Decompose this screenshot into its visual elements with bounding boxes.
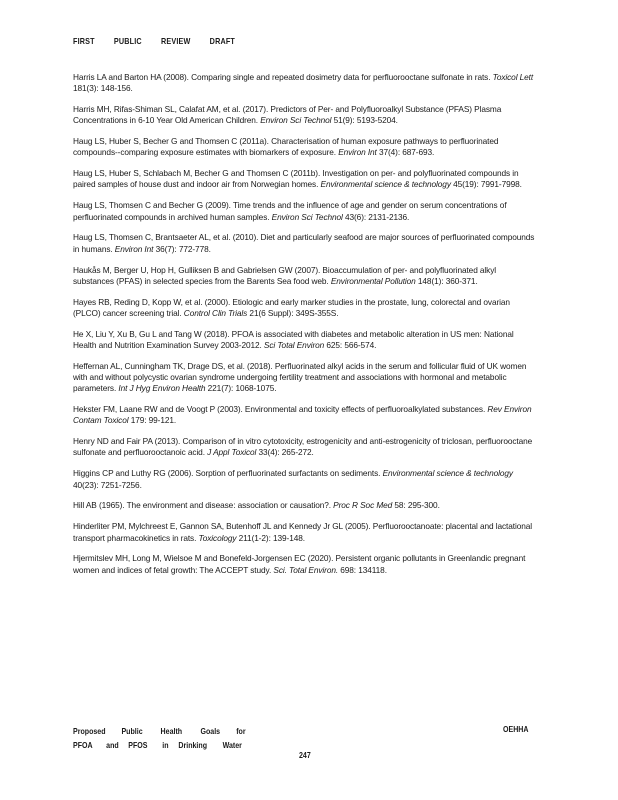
footer-document-title: [73, 724, 246, 752]
reference-text: Hinderliter PM, Mylchreest E, Gannon SA, Butenhoff JL and Kennedy Jr GL (2005). Perfluorooctanoate: placental and lactational transport pharmacokinetics in rats.: [73, 521, 533, 543]
reference-entry: [73, 329, 539, 351]
footer-word: and: [106, 740, 119, 750]
citation-details: 36(7): 772-778.: [153, 243, 211, 254]
reference-entry: [73, 72, 539, 94]
reference-text: Haug LS, Thomsen C and Becher G (2009). Time trends and the influence of age and gender on serum concentrations of perfluorinated compounds in archived human samples.: [73, 200, 507, 222]
reference-text: Hekster FM, Laane RW and de Voogt P (2003). Environmental and toxicity effects of perfluoroalkylated substances.: [73, 404, 488, 415]
reference-entry: [73, 468, 539, 490]
citation-details: 45(19): 7991-7998.: [450, 179, 522, 190]
reference-text: Henry ND and Fair PA (2013). Comparison of in vitro cytotoxicity, estrogenicity and anti-estrogenicity of triclosan, perfluorooctane sulfonate and perfluorooctanoic acid.: [73, 436, 533, 458]
reference-entry: [73, 297, 539, 319]
journal-name: Toxicology: [198, 532, 237, 543]
reference-text: Haukås M, Berger U, Hop H, Gulliksen B and Gabrielsen GW (2007). Bioaccumulation of per- and polyfluorinated alkyl substances (PFAS) in selected species from the Barents Sea food web.: [73, 264, 497, 286]
reference-entry: [73, 361, 539, 395]
citation-details: 43(6): 2131-2136.: [342, 211, 410, 222]
footer-word: Proposed: [73, 726, 106, 736]
reference-text: Hayes RB, Reding D, Kopp W, et al. (2000). Etiologic and early marker studies in the prostate, lung, colorectal and ovarian (PLCO) cancer screening trial.: [73, 296, 510, 318]
reference-text: Haug LS, Thomsen C, Brantsaeter AL, et al. (2010). Diet and particularly seafood are major sources of perfluorinated compounds in humans.: [73, 232, 535, 254]
reference-entry: [73, 265, 539, 287]
journal-name: Environmental Pollution: [330, 275, 416, 286]
citation-details: 51(9): 5193-5204.: [331, 115, 398, 126]
citation-details: 40(23): 7251-7256.: [73, 479, 142, 490]
reference-entry: [73, 232, 539, 254]
citation-details: 33(4): 265-272.: [256, 447, 314, 458]
reference-entry: [73, 404, 539, 426]
journal-name: Environ Sci Technol: [260, 115, 332, 126]
reference-text: Hill AB (1965). The environment and disease: association or causation?.: [73, 500, 334, 511]
reference-entry: [73, 104, 539, 126]
journal-name: Sci. Total Environ.: [273, 564, 339, 575]
citation-details: 181(3): 148-156.: [73, 83, 133, 94]
citation-details: 211(1-2): 139-148.: [236, 532, 305, 543]
footer-word: Goals: [200, 726, 221, 736]
reference-entry: [73, 200, 539, 222]
page-number: 247: [299, 750, 311, 760]
citation-details: 179: 99-121.: [128, 415, 177, 426]
citation-details: 698: 134118.: [338, 564, 387, 575]
footer-word: Drinking: [178, 740, 208, 750]
journal-name: Environmental science & technology: [382, 468, 513, 479]
journal-name: Environ Int: [338, 147, 377, 158]
journal-name: Rev Environ Contam Toxicol: [73, 404, 532, 426]
footer-word: PFOA: [73, 740, 93, 750]
reference-entry: [73, 136, 539, 158]
footer-word: Health: [160, 726, 183, 736]
reference-text: Heffernan AL, Cunningham TK, Drage DS, et al. (2018). Perfluorinated alkyl acids in the serum and follicular fluid of UK women with and without polycystic ovarian syndrome undergoing fertility treatment and associations with hormonal and metabolic parameters.: [73, 360, 527, 394]
journal-name: Environmental science & technology: [320, 179, 451, 190]
reference-text: Harris LA and Barton HA (2008). Comparing single and repeated dosimetry data for perfluorooctane sulfonate in rats.: [73, 72, 493, 82]
footer-word: in: [162, 740, 169, 750]
citation-details: 221(7): 1068-1075.: [205, 383, 277, 394]
journal-name: Toxicol Lett: [492, 72, 534, 82]
footer-word: Public: [121, 726, 143, 736]
journal-name: Proc R Soc Med: [333, 500, 393, 511]
citation-details: 21(6 Suppl): 349S-355S.: [247, 307, 339, 318]
citation-details: 58: 295-300.: [392, 500, 440, 511]
reference-text: Haug LS, Huber S, Becher G and Thomsen C (2011a). Characterisation of human exposure pathways to perfluorinated compounds--comparing exposure estimates with biomarkers of exposure.: [73, 136, 499, 158]
journal-name: Environ Sci Technol: [271, 211, 343, 222]
draft-header: FIRST PUBLIC REVIEW DRAFT: [73, 36, 236, 46]
footer-word: PFOS: [128, 740, 148, 750]
reference-entry: [73, 436, 539, 458]
footer-word: Water: [222, 740, 242, 750]
reference-entry: [73, 500, 539, 511]
journal-name: Sci Total Environ: [263, 339, 325, 350]
reference-text: Harris MH, Rifas-Shiman SL, Calafat AM, et al. (2017). Predictors of Per- and Polyfluoroalkyl Substance (PFAS) Plasma Concentrations in 6-10 Year Old American Children.: [73, 104, 502, 126]
journal-name: Environ Int: [114, 243, 154, 254]
reference-list: [73, 72, 539, 586]
footer-word: for: [236, 726, 246, 736]
reference-entry: [73, 553, 539, 575]
citation-details: 625: 566-574.: [324, 339, 377, 350]
footer-agency: OEHHA: [503, 724, 529, 734]
citation-details: 37(4): 687-693.: [376, 147, 435, 158]
citation-details: 148(1): 360-371.: [415, 275, 478, 286]
journal-name: J Appl Toxicol: [207, 447, 257, 458]
reference-text: He X, Liu Y, Xu B, Gu L and Tang W (2018). PFOA is associated with diabetes and metabolic alteration in US men: National Health and Nutrition Examination Survey 2003-2012.: [73, 328, 514, 350]
reference-text: Haug LS, Huber S, Schlabach M, Becher G and Thomsen C (2011b). Investigation on per- and polyfluorinated compounds in paired samples of house dust and indoor air from Norwegian homes.: [73, 168, 519, 190]
reference-entry: [73, 168, 539, 190]
reference-text: Higgins CP and Luthy RG (2006). Sorption of perfluorinated surfactants on sediments.: [73, 468, 383, 479]
reference-entry: [73, 521, 539, 543]
reference-text: Hjermitslev MH, Long M, Wielsoe M and Bonefeld-Jorgensen EC (2020). Persistent organic pollutants in Greenlandic pregnant women and indices of fetal growth: The ACCEPT study.: [73, 553, 526, 575]
journal-name: Control Clin Trials: [183, 307, 248, 318]
journal-name: Int J Hyg Environ Health: [118, 383, 206, 394]
